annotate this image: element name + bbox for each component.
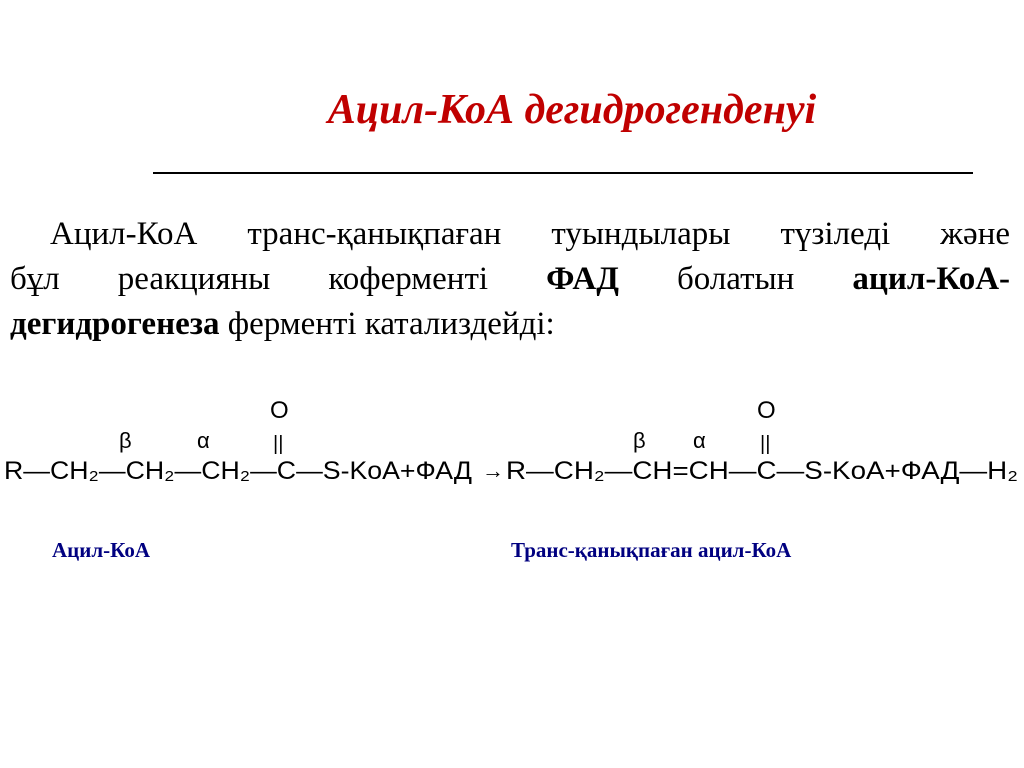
fad-term: ФАД bbox=[546, 261, 619, 297]
paragraph-line-3: дегидрогенеза ферменті катализдейді: bbox=[10, 306, 555, 342]
reactant-oxygen: O bbox=[270, 397, 289, 424]
reactant-label: Ацил-КоА bbox=[52, 538, 150, 562]
reactant-alpha-label: α bbox=[197, 428, 210, 453]
reaction-equation bbox=[0, 390, 1024, 500]
enzyme-term-part2: дегидрогенеза bbox=[10, 306, 220, 342]
reactant-beta-label: β bbox=[119, 428, 132, 453]
reaction-arrow: → bbox=[482, 458, 504, 483]
paragraph-line-1: Ацил-КоА транс-қанықпаған туындылары түзіледі және bbox=[50, 216, 1010, 252]
description-paragraph bbox=[10, 212, 1010, 347]
product-formula: R—CH₂—CH=CH—C—S-KoA+ФАД—H₂ bbox=[506, 457, 1018, 485]
paragraph-line-2: бұл реакцияны коферменті ФАД болатын ацил-КоА- bbox=[10, 261, 1011, 297]
title-underline bbox=[153, 172, 973, 174]
reactant-double-bond: || bbox=[273, 433, 284, 455]
product-double-bond: || bbox=[760, 433, 771, 455]
product-oxygen: O bbox=[757, 397, 776, 424]
reactant-formula: R—CH₂—CH₂—CH₂—C—S-KoA+ФАД bbox=[4, 457, 473, 485]
product-alpha-label: α bbox=[693, 428, 706, 453]
enzyme-term-part1: ацил-КоА- bbox=[852, 261, 1011, 297]
slide-title: Ацил-КоА дегидрогенденуі bbox=[327, 87, 817, 133]
product-label: Транс-қанықпаған ацил-КоА bbox=[511, 538, 792, 562]
product-beta-label: β bbox=[633, 428, 646, 453]
